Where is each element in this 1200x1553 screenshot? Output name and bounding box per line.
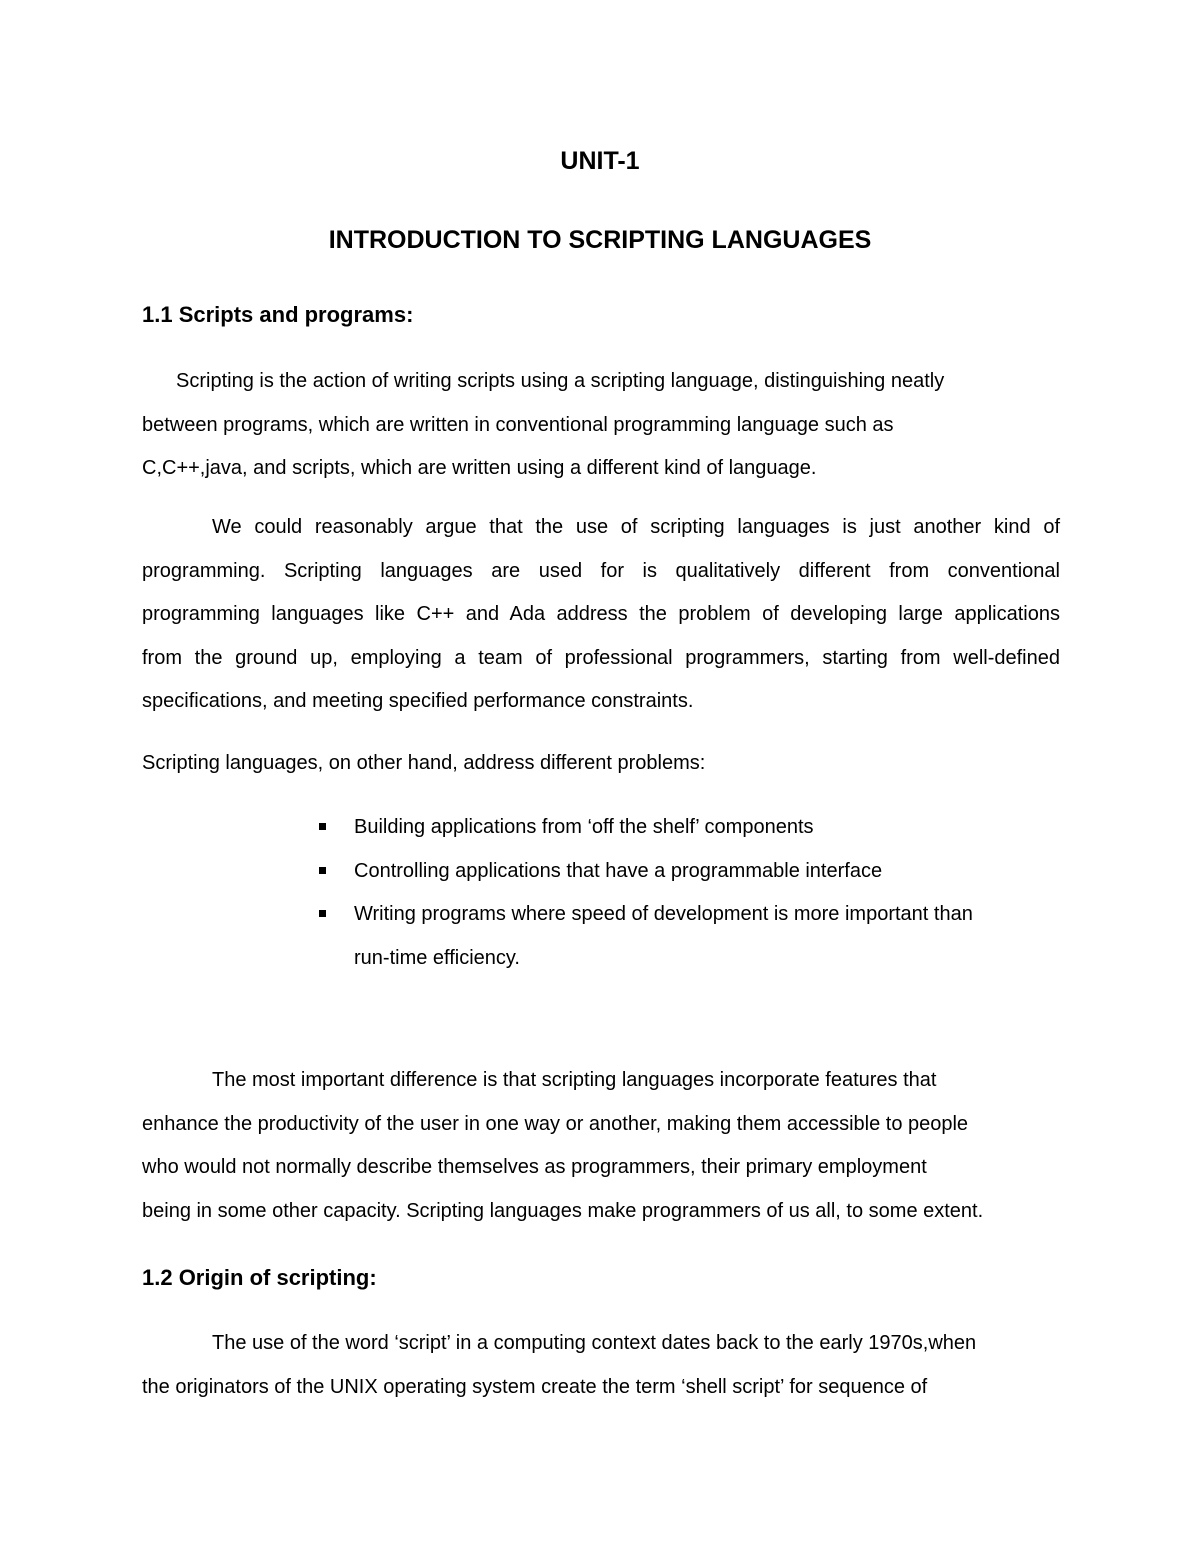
paragraph-important-difference: [142, 1059, 1060, 1233]
paragraph-line: C,C++,java, and scripts, which are written using a different kind of language.: [142, 457, 817, 479]
paragraph-line: The most important difference is that scripting languages incorporate features that: [212, 1069, 937, 1091]
square-bullet-icon: [319, 867, 326, 874]
list-item-text: run-time efficiency.: [354, 946, 520, 969]
paragraph-scripting-argument: [142, 506, 1060, 724]
paragraph-line: The use of the word ‘script’ in a computing context dates back to the early 1970s,when: [212, 1332, 977, 1354]
list-item: [318, 850, 1058, 894]
list-item: [318, 893, 1058, 980]
square-bullet-icon: [319, 823, 326, 830]
paragraph-line: enhance the productivity of the user in one way or another, making them accessible to people: [142, 1112, 969, 1135]
paragraph-origin-of-script: [142, 1322, 1060, 1409]
square-bullet-icon: [319, 910, 326, 917]
paragraph-line: Scripting is the action of writing scripts using a scripting language, distinguishing neatly: [176, 370, 945, 392]
paragraph-line: specifications, and meeting specified performance constraints.: [142, 690, 694, 712]
paragraph-line: who would not normally describe themselves as programmers, their primary employment: [142, 1156, 927, 1178]
paragraph-line: programming. Scripting languages are used for is qualitatively different from conventional: [142, 559, 1060, 582]
paragraph-different-problems: [142, 742, 1060, 786]
paragraph-line: programming languages like C++ and Ada address the problem of developing large applications: [142, 603, 1060, 625]
list-item-text: Writing programs where speed of development is more important than: [354, 903, 973, 925]
paragraph-line: being in some other capacity. Scripting languages make programmers of us all, to some extent.: [142, 1199, 984, 1222]
paragraph-line: between programs, which are written in conventional programming language such as: [142, 413, 894, 436]
list-item: [318, 806, 1058, 850]
problems-bullet-list: [318, 806, 1058, 980]
paragraph-line: the originators of the UNIX operating system create the term ‘shell script’ for sequence of: [142, 1375, 928, 1398]
unit-title: UNIT-1: [560, 147, 640, 175]
paragraph-line: from the ground up, employing a team of professional programmers, starting from well-defined: [142, 646, 1060, 669]
section-heading-1-2: 1.2 Origin of scripting:: [142, 1265, 377, 1290]
document-title: INTRODUCTION TO SCRIPTING LANGUAGES: [328, 226, 872, 254]
list-item-text: Building applications from ‘off the shelf’ components: [354, 816, 814, 838]
list-item-text: Controlling applications that have a programmable interface: [354, 859, 883, 882]
paragraph-scripting-definition: [142, 360, 1060, 491]
section-heading-1-1: 1.1 Scripts and programs:: [142, 302, 414, 327]
paragraph-line: We could reasonably argue that the use of scripting languages is just another kind of: [212, 516, 1060, 538]
paragraph-line: Scripting languages, on other hand, address different problems:: [142, 752, 706, 774]
